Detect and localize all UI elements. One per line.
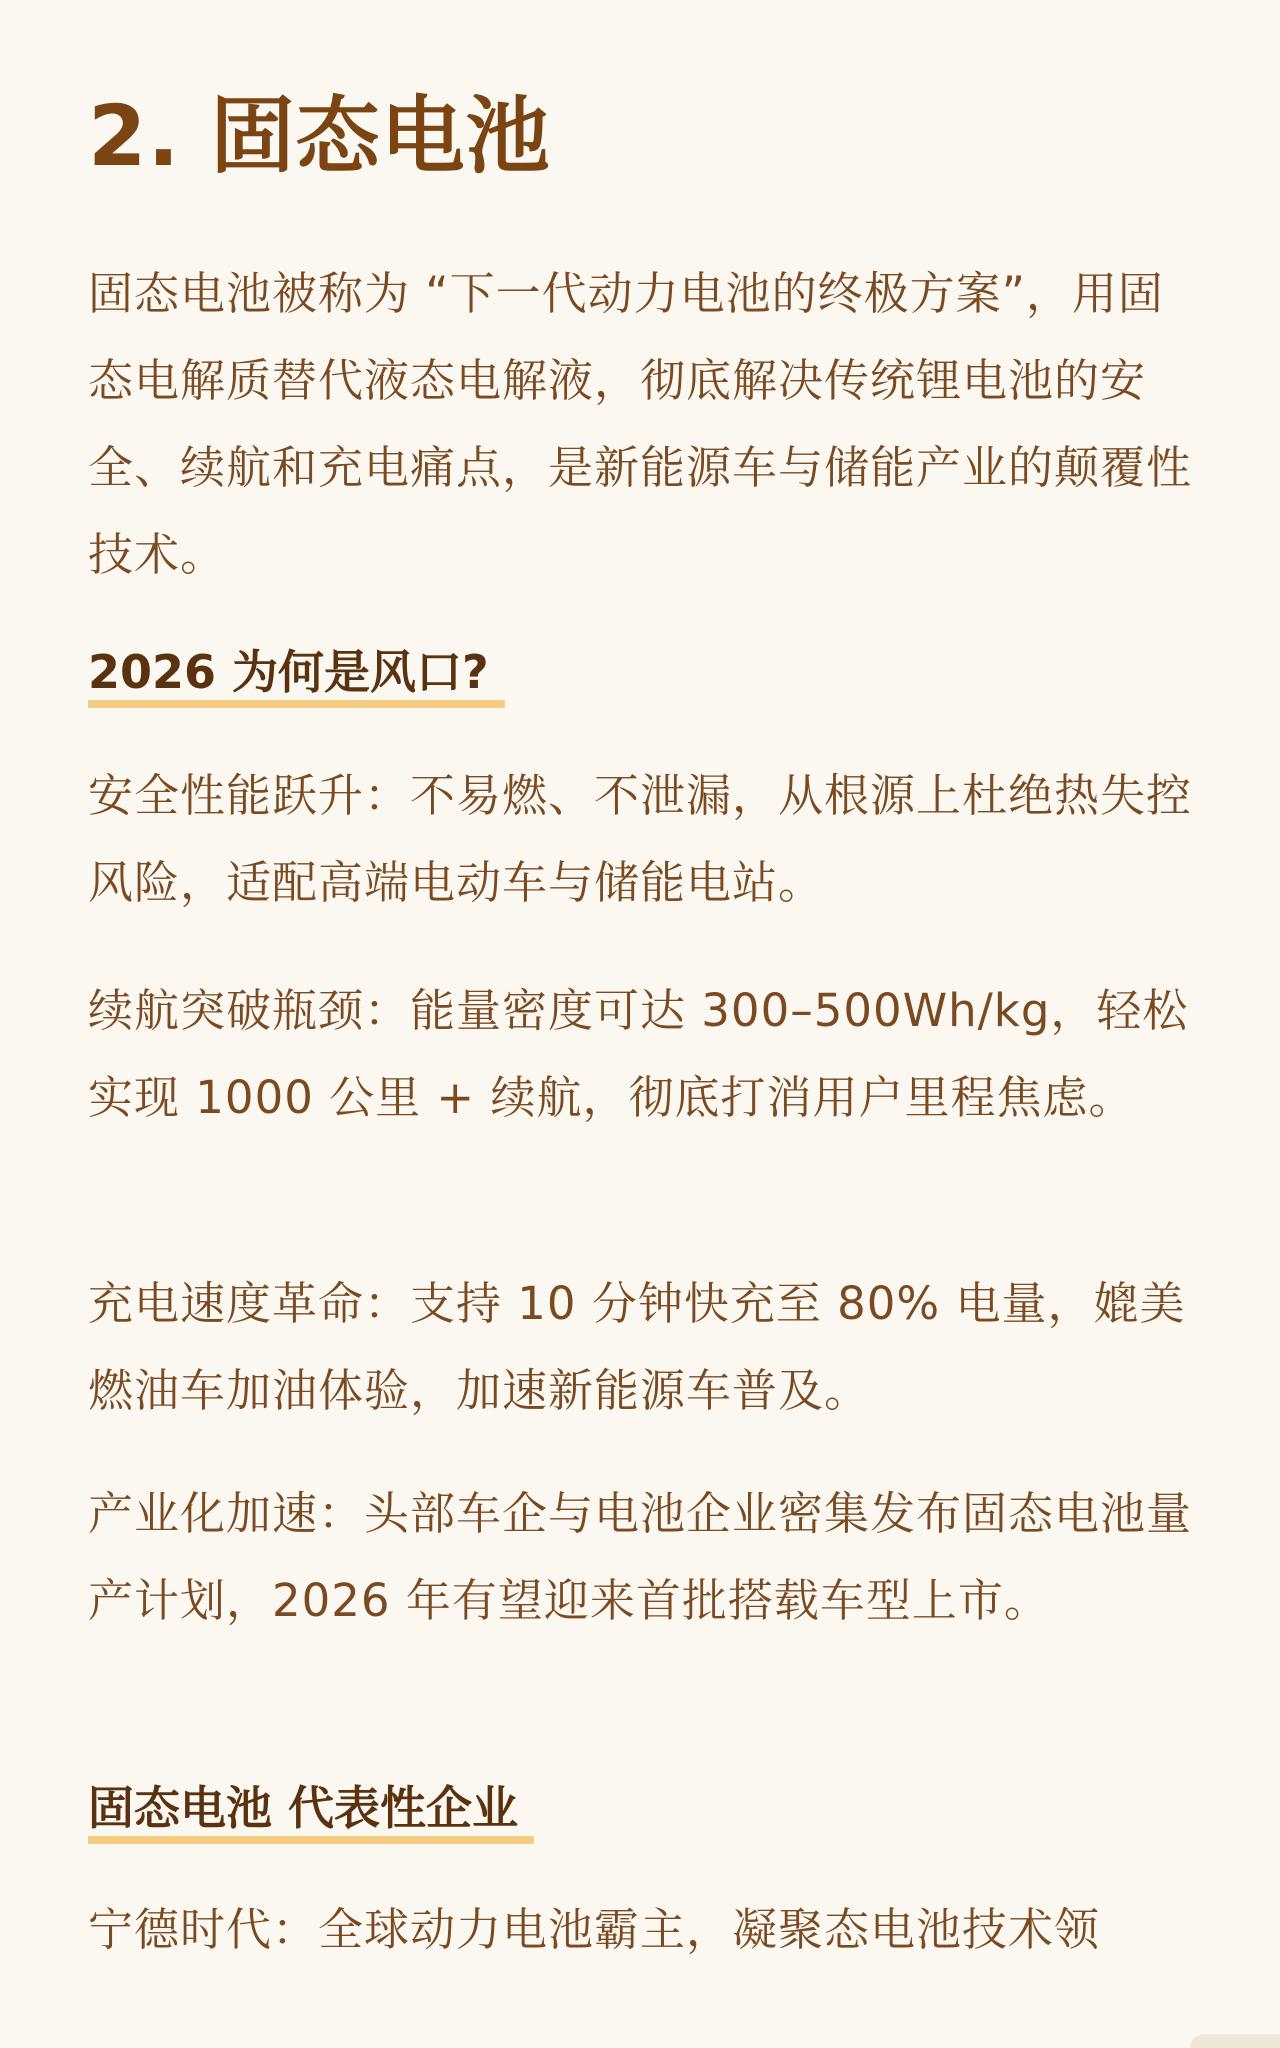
section-heading-text: 2026 为何是风口?: [88, 645, 489, 699]
section-heading-why-now: [88, 642, 505, 708]
point-industrialization: 产业化加速：头部车企与电池企业密集发布固态电池量产计划，2026 年有望迎来首批搭载车型上市。: [88, 1487, 1193, 1627]
section-heading-companies: [88, 1778, 534, 1844]
section-heading-text: 固态电池 代表性企业: [88, 1781, 519, 1835]
point-safety: 安全性能跃升：不易燃、不泄漏，从根源上杜绝热失控风险，适配高端电动车与储能电站。: [88, 769, 1193, 909]
intro-paragraph: 固态电池被称为 “下一代动力电池的终极方案”，用固态电解质替代液态电解液，彻底解决传统锂电池的安全、续航和充电痛点，是新能源车与储能产业的颠覆性技术。: [88, 267, 1193, 581]
point-charging: 充电速度革命：支持 10 分钟快充至 80% 电量，媲美燃油车加油体验，加速新能源车普及。: [88, 1277, 1186, 1417]
heading-highlight: [88, 1836, 534, 1844]
watermark-tab: [1190, 2034, 1280, 2048]
heading-highlight: [88, 700, 505, 708]
page-title: 2. 固态电池: [88, 87, 551, 185]
company-catl: 宁德时代：全球动力电池霸主，凝聚态电池技术领: [88, 1903, 1101, 1956]
point-range: 续航突破瓶颈：能量密度可达 300–500Wh/kg，轻松实现 1000 公里 + 续航，彻底打消用户里程焦虑。: [88, 984, 1189, 1124]
